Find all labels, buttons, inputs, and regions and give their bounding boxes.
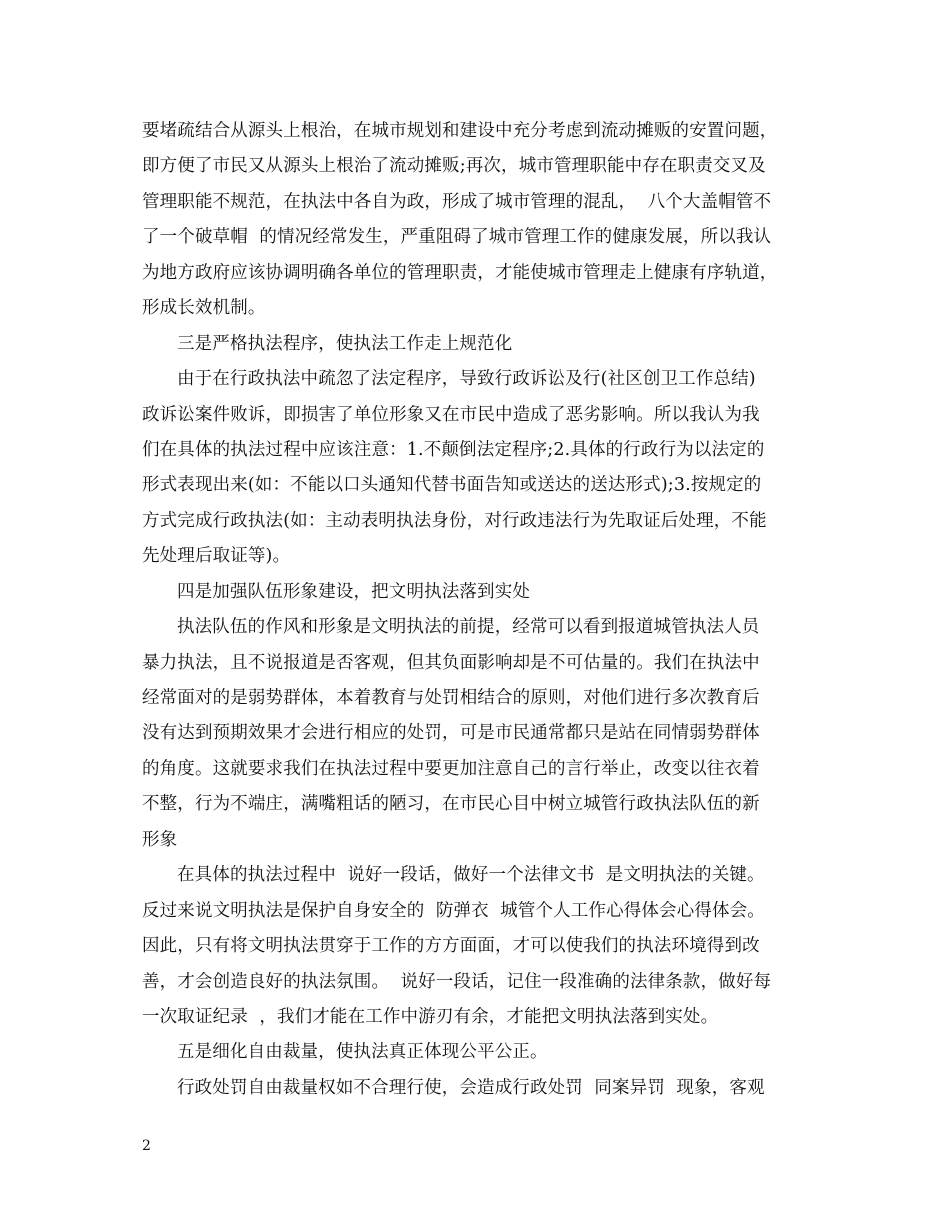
text-line: 的角度。这就要求我们在执法过程中要更加注意自己的言行举止，改变以往衣着 [142, 758, 760, 779]
text-line: 形象 [142, 829, 178, 850]
text-line: 政诉讼案件败诉，即损害了单位形象又在市民中造成了恶劣影响。所以我认为我 [142, 404, 760, 425]
text-line: 没有达到预期效果才会进行相应的处罚，可是市民通常都只是站在同情弱势群体 [142, 723, 760, 744]
text-line: 善，才会创造良好的执法氛围。 说好一段话，记住一段准确的法律条款，做好每 [142, 971, 772, 992]
text-line: 经常面对的是弱势群体，本着教育与处罚相结合的原则，对他们进行多次教育后 [142, 688, 760, 708]
text-line: 三是严格执法程序，使执法工作走上规范化 [177, 333, 513, 354]
text-line: 为地方政府应该协调明确各单位的管理职责，才能使城市管理走上健康有序轨道， [142, 262, 778, 283]
text-line: 了一个破草帽 的情况经常发生，严重阻碍了城市管理工作的健康发展，所以我认 [142, 227, 772, 248]
text-line: 由于在行政执法中疏忽了法定程序，导致行政诉讼及行(社区创卫工作总结) [177, 369, 756, 390]
page-number: 2 [142, 1138, 151, 1154]
text-line: 即方便了市民又从源头上根治了流动摊贩;再次，城市管理职能中存在职责交叉及 [142, 156, 766, 177]
text-line: 反过来说文明执法是保护自身安全的 防弹衣 城管个人工作心得体会心得体会。 [142, 900, 765, 921]
text-line: 暴力执法，且不说报道是否客观，但其负面影响却是不可估量的。我们在执法中 [142, 652, 760, 673]
text-line: 一次取证纪录 ，我们才能在工作中游刃有余，才能把文明执法落到实处。 [142, 1006, 719, 1027]
text-line: 要堵疏结合从源头上根治，在城市规划和建设中充分考虑到流动摊贩的安置问题， [142, 121, 778, 141]
text-line: 执法队伍的作风和形象是文明执法的前提，经常可以看到报道城管执法人员 [177, 617, 760, 638]
text-line: 因此，只有将文明执法贯穿于工作的方方面面，才可以使我们的执法环境得到改 [142, 936, 760, 957]
text-line: 在具体的执法过程中 说好一段话，做好一个法律文书 是文明执法的关键。 [177, 865, 765, 886]
text-line: 方式完成行政执法(如：主动表明执法身份，对行政违法行为先取证后处理，不能 [142, 510, 767, 531]
text-line: 们在具体的执法过程中应该注意：1.不颠倒法定程序;2.具体的行政行为以法定的 [142, 439, 765, 460]
text-line: 先处理后取证等)。 [142, 546, 291, 567]
text-line: 四是加强队伍形象建设，把文明执法落到实处 [177, 581, 530, 602]
text-line: 形成长效机制。 [142, 298, 266, 319]
text-line: 管理职能不规范，在执法中各自为政，形成了城市管理的混乱， 八个大盖帽管不 [142, 191, 772, 212]
text-line: 行政处罚自由裁量权如不合理行使，会造成行政处罚 同案异罚 现象，客观 [177, 1077, 765, 1098]
text-line: 五是细化自由裁量，使执法真正体现公平公正。 [177, 1042, 548, 1063]
body-text [142, 114, 832, 1106]
text-line: 形式表现出来(如：不能以口头通知代替书面告知或送达的送达形式);3.按规定的 [142, 475, 762, 496]
text-line: 不整，行为不端庄，满嘴粗话的陋习，在市民心目中树立城管行政执法队伍的新 [142, 794, 760, 815]
